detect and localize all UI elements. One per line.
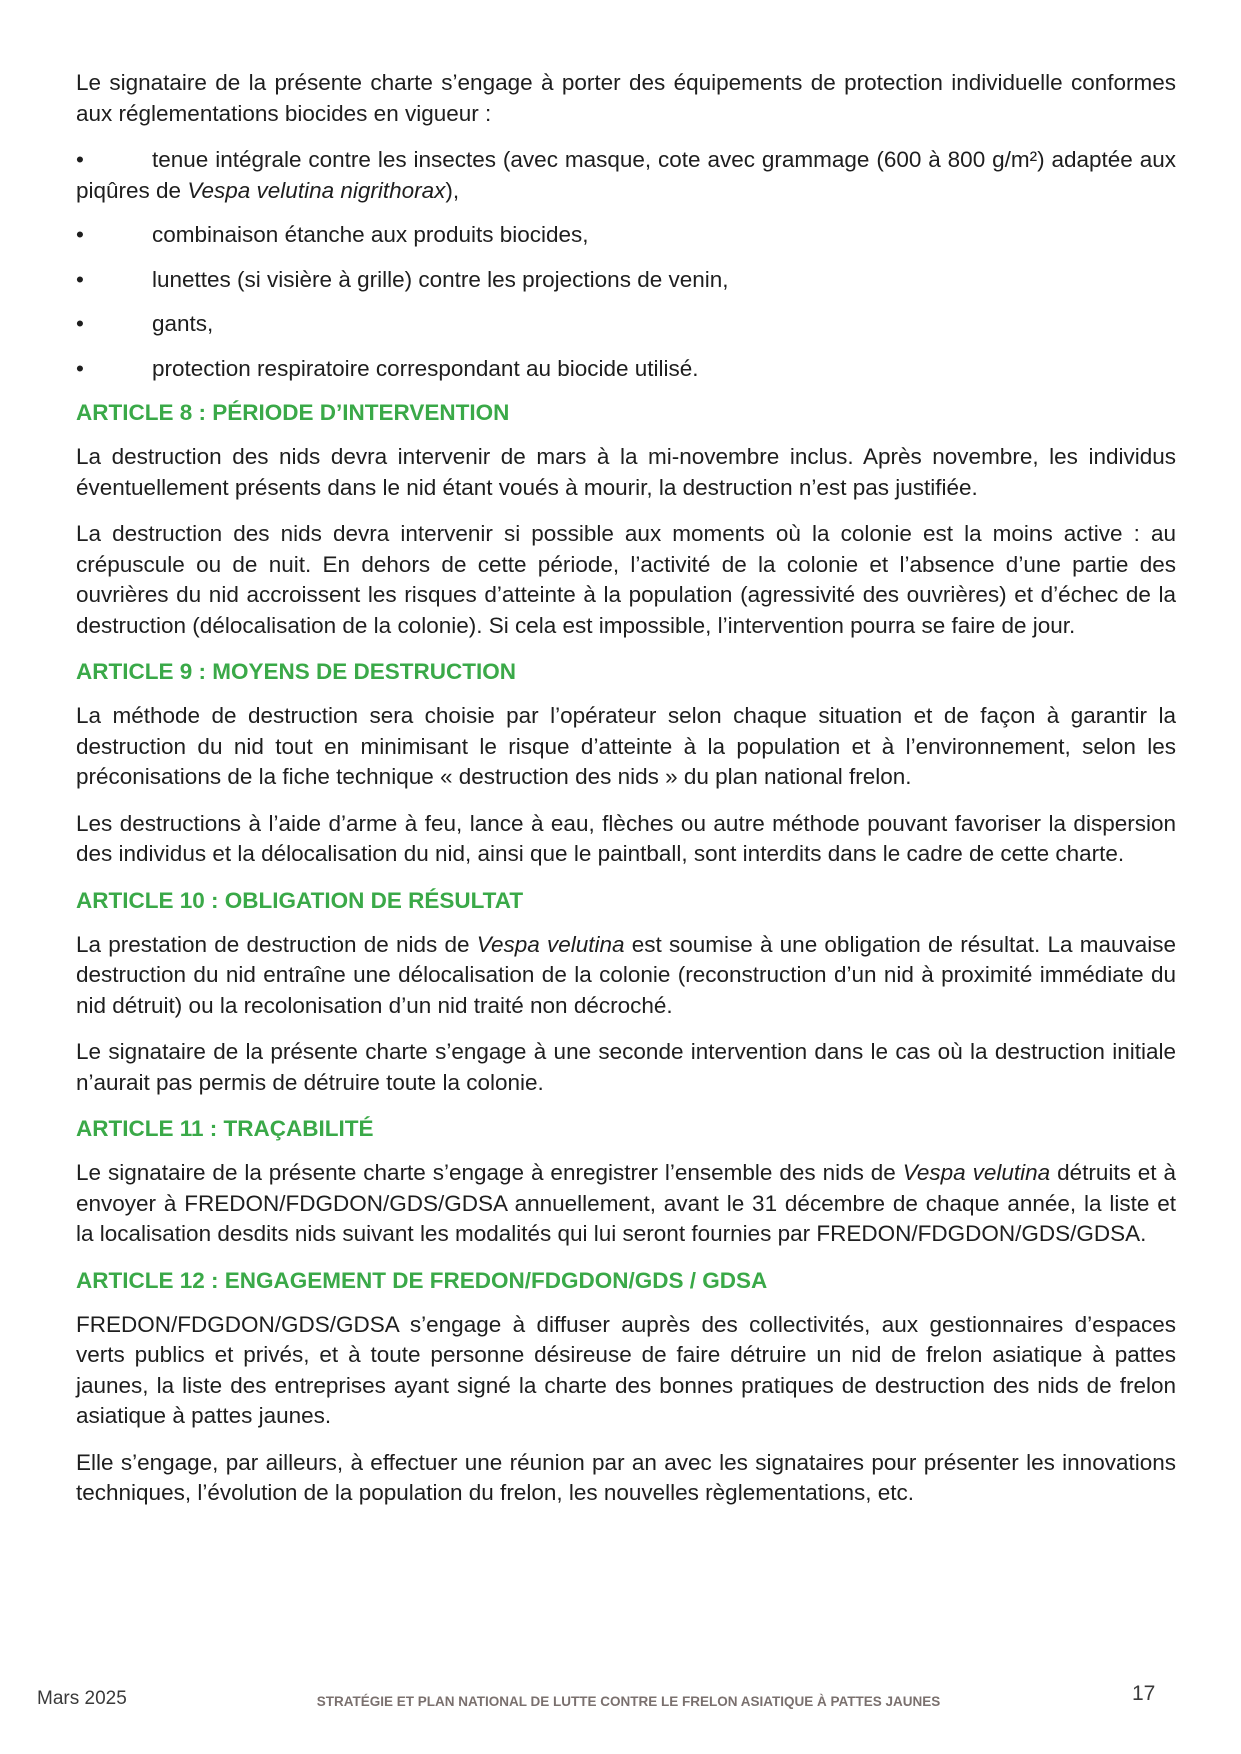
article-12-paragraph-1: FREDON/FDGDON/GDS/GDSA s’engage à diffuser auprès des collectivités, aux gestionnaires d’espaces verts publics et privés, et à toute personne désireuse de faire détruire un nid de frelon asiatique à pattes jaunes, la liste des entreprises ayant signé la charte des bonnes pratiques de destruction des nids de frelon asiatique à pattes jaunes. [76, 1311, 1176, 1428]
text-run: La prestation de destruction de nids de [76, 931, 477, 957]
article-8-paragraph-1: La destruction des nids devra intervenir de mars à la mi-novembre inclus. Après novembre, les individus éventuellement présents dans le nid étant voués à mourir, la destruction n’est pas justifiée. [76, 444, 1176, 500]
bullet-item [76, 309, 1176, 340]
bullet-item [76, 220, 1176, 251]
article-12-heading: ARTICLE 12 : ENGAGEMENT DE FREDON/FDGDON/GDS / GDSA [76, 1267, 768, 1293]
bullet-item [76, 354, 1176, 385]
bullet-icon: • [76, 222, 84, 247]
bullet-text: combinaison étanche aux produits biocides, [152, 222, 589, 247]
bullet-text: lunettes (si visière à grille) contre les projections de venin, [152, 266, 729, 292]
article-11-heading: ARTICLE 11 : TRAÇABILITÉ [76, 1116, 374, 1141]
article-10-paragraph-2: Le signataire de la présente charte s’engage à une seconde intervention dans le cas où la destruction initiale n’aurait pas permis de détruire toute la colonie. [76, 1039, 1176, 1095]
page-number: 17 [1132, 1682, 1156, 1705]
intro-paragraph: Le signataire de la présente charte s’engage à porter des équipements de protection individuelle conformes aux réglementations biocides en vigueur : [76, 70, 1176, 126]
article-9-paragraph-2: Les destructions à l’aide d’arme à feu, lance à eau, flèches ou autre méthode pouvant favoriser la dispersion des individus et la délocalisation du nid, ainsi que le paintball, sont interdits dans le cadre de cette charte. [76, 810, 1176, 866]
species-name: Vespa velutina [902, 1160, 1051, 1185]
bullet-text: gants, [152, 311, 214, 336]
bullet-icon: • [76, 355, 84, 381]
text-run: est soumise à une obligation de résultat. La mauvaise destruction du nid entraîne une délocalisation de la colonie (reconstruction d’un nid à proximité immédiate du nid détruit) ou la recolonisation d’un nid traité non décroché. [76, 931, 1176, 1018]
text-run: Le signataire de la présente charte s’engage à enregistrer l’ensemble des nids de [76, 1160, 903, 1185]
footer-date: Mars 2025 [37, 1688, 127, 1709]
article-9-heading: ARTICLE 9 : MOYENS DE DESTRUCTION [76, 659, 517, 684]
footer-document-title [0, 1694, 1241, 1709]
article-12-paragraph-2: Elle s’engage, par ailleurs, à effectuer une réunion par an avec les signataires pour présenter les innovations techniques, l’évolution de la population du frelon, les nouvelles règlementations, etc. [76, 1449, 1176, 1505]
bullet-text: tenue intégrale contre les insectes (avec masque, cote avec grammage (600 à 800 g/m²) adaptée aux piqûres de [76, 147, 1176, 203]
bullet-icon: • [76, 311, 84, 336]
article-10-paragraph-1 [76, 930, 1176, 1022]
species-name: Vespa velutina nigrithorax [187, 177, 446, 203]
article-10-heading: ARTICLE 10 : OBLIGATION DE RÉSULTAT [76, 887, 524, 913]
bullet-text: protection respiratoire correspondant au biocide utilisé. [152, 355, 699, 381]
article-9-paragraph-1: La méthode de destruction sera choisie par l’opérateur selon chaque situation et de façon à garantir la destruction du nid tout en minimisant le risque d’atteinte à la population et à l’environnement, selon les préconisations de la fiche technique « destruction des nids » du plan national frelon. [76, 703, 1176, 789]
page-content [76, 68, 1176, 1525]
article-8-paragraph-2: La destruction des nids devra intervenir si possible aux moments où la colonie est la moins active : au crépuscule ou de nuit. En dehors de cette période, l’activité de la colonie et l’absence d’une partie des ouvrières du nid accroissent les risques d’atteinte à la population (agressivité des ouvrières) et d’échec de la destruction (délocalisation de la colonie). Si cela est impossible, l’intervention pourra se faire de jour. [76, 521, 1176, 638]
article-11-paragraph-1 [76, 1158, 1176, 1250]
article-8-heading: ARTICLE 8 : PÉRIODE D’INTERVENTION [76, 400, 510, 425]
text-run: détruits et à envoyer à FREDON/FDGDON/GDS/GDSA annuellement, avant le 31 décembre de chaque année, la liste et la localisation desdits nids suivant les modalités qui lui seront fournies par FREDON/FDGDON/GDS/GDSA. [76, 1160, 1176, 1246]
bullet-icon: • [76, 266, 84, 292]
footer-title-text: STRATÉGIE ET PLAN NATIONAL DE LUTTE CONTRE LE FRELON ASIATIQUE À PATTES JAUNES [316, 1694, 941, 1709]
bullet-item [76, 265, 1176, 296]
bullet-item [76, 145, 1176, 206]
bullet-icon: • [76, 147, 84, 172]
bullet-text-end: ), [445, 177, 460, 203]
species-name: Vespa velutina [476, 931, 625, 957]
